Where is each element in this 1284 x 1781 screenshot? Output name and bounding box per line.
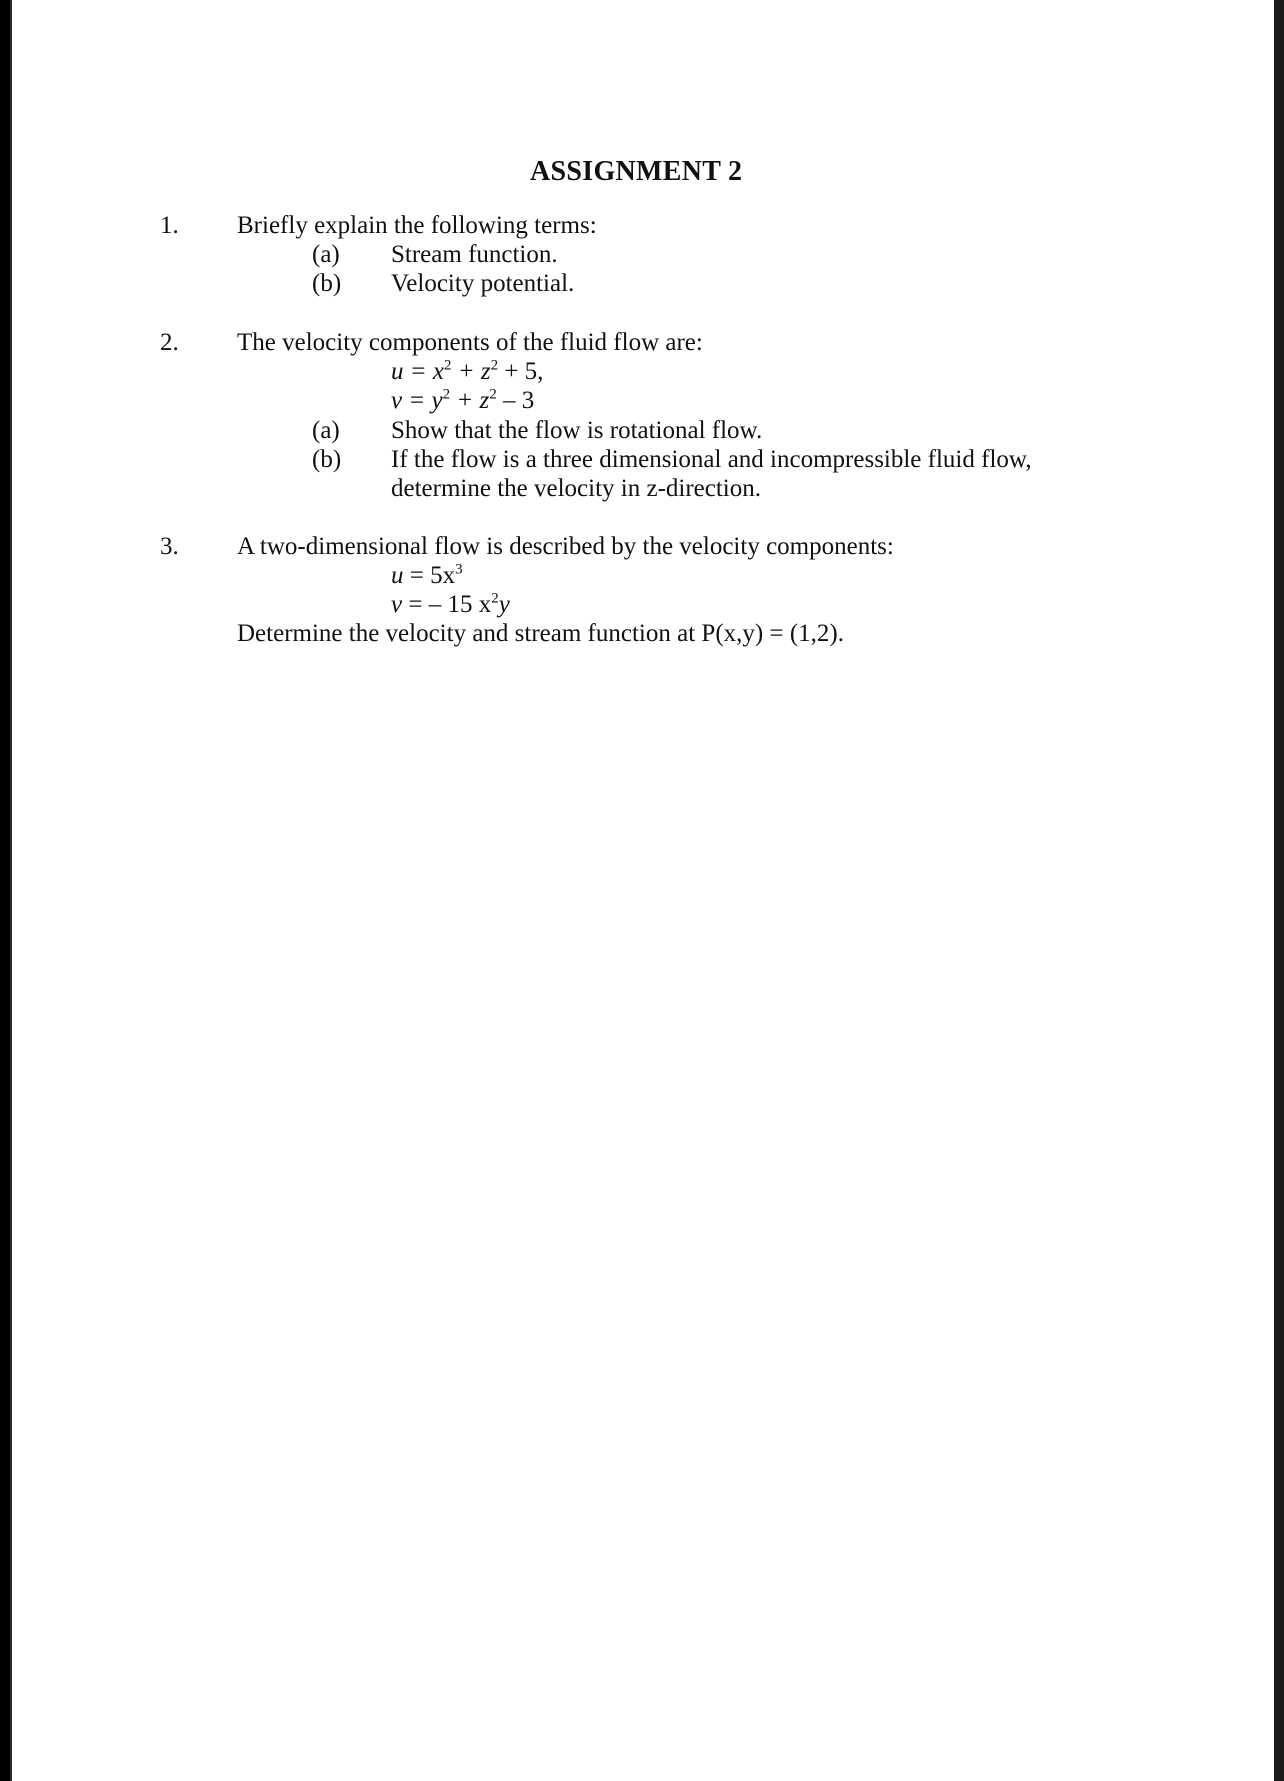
question-2-equation-u xyxy=(391,357,543,386)
eq-v-rhs-pre: = y xyxy=(402,387,443,414)
eq-u-exp1: 2 xyxy=(443,357,452,374)
question-1-part-b-label: (b) xyxy=(312,270,342,297)
eq-u-exp2: 2 xyxy=(490,357,499,374)
eq3-v-lhs: v xyxy=(391,591,403,618)
question-3-equation-u xyxy=(391,561,463,590)
eq3-v-exp: 2 xyxy=(491,590,499,607)
document-page xyxy=(12,0,1274,1781)
eq-u-tail: + 5, xyxy=(498,358,544,385)
question-2-equation-v xyxy=(391,386,534,415)
question-2-part-b-text-continued: determine the velocity in z-direction. xyxy=(391,475,761,502)
eq-u-rhs-pre: = x xyxy=(403,358,444,385)
eq-v-exp2: 2 xyxy=(489,386,497,403)
question-1-part-b-text: Velocity potential. xyxy=(391,270,575,297)
eq3-u-rhs: = 5x xyxy=(403,562,456,589)
question-3-number: 3. xyxy=(160,533,179,560)
question-1-number: 1. xyxy=(160,212,179,239)
eq-v-tail: – 3 xyxy=(496,387,535,414)
eq3-v-rhs: = – 15 x xyxy=(402,591,492,618)
question-3-closing: Determine the velocity and stream function at P(x,y) = (1,2). xyxy=(237,620,844,647)
question-2-prompt: The velocity components of the fluid flow are: xyxy=(237,329,703,356)
eq-v-lhs: v xyxy=(391,387,403,414)
eq3-u-exp: 3 xyxy=(455,561,463,578)
page-right-edge xyxy=(1274,0,1284,1781)
eq-u-lhs: u xyxy=(391,358,404,385)
question-1-prompt: Briefly explain the following terms: xyxy=(237,212,597,239)
question-1-part-a-label: (a) xyxy=(312,241,340,268)
question-2-part-a-text: Show that the flow is rotational flow. xyxy=(391,417,763,444)
page-title: ASSIGNMENT 2 xyxy=(530,156,743,187)
question-3-equation-v xyxy=(391,590,510,619)
eq3-u-lhs: u xyxy=(391,562,404,589)
question-2-part-b-label: (b) xyxy=(312,446,342,473)
question-3-prompt: A two-dimensional flow is described by the velocity components: xyxy=(237,533,894,560)
question-2-part-b-text: If the flow is a three dimensional and incompressible fluid flow, xyxy=(391,446,1032,473)
eq3-v-tail: y xyxy=(498,591,510,618)
question-2-part-a-label: (a) xyxy=(312,417,340,444)
eq-v-mid: + z xyxy=(450,387,490,414)
question-1-part-a-text: Stream function. xyxy=(391,241,558,268)
eq-v-exp1: 2 xyxy=(442,386,451,403)
question-2-number: 2. xyxy=(160,329,179,356)
eq-u-mid: + z xyxy=(451,358,491,385)
